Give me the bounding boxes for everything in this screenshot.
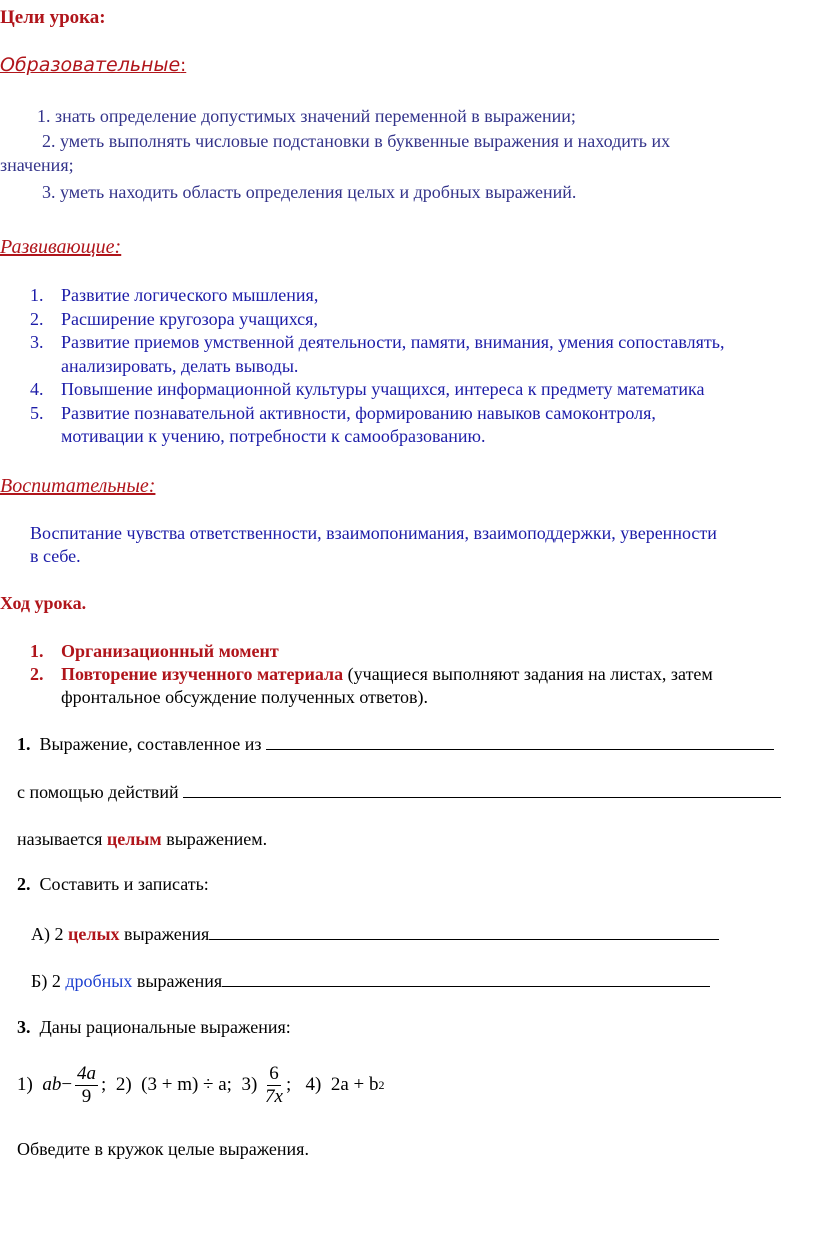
final-instruction: Обведите в кружок целые выражения. xyxy=(17,1139,309,1159)
label: 2) xyxy=(115,1074,132,1095)
expressions-formula xyxy=(17,1062,384,1108)
upbringing-text: в себе. xyxy=(30,546,81,566)
sep: ; xyxy=(226,1074,232,1095)
fraction xyxy=(75,1063,98,1108)
highlight-word: целым xyxy=(106,829,162,849)
item-text: (учащиеся выполняют задания на листах, затем xyxy=(343,664,713,684)
lesson-heading: Ход урока. xyxy=(0,593,87,613)
upbringing-text: Воспитание чувства ответственности, взаимопонимания, взаимоподдержки, уверенности xyxy=(30,523,717,543)
item-number: 2. xyxy=(30,308,44,329)
educational-item: 3. уметь находить область определения целых и дробных выражений. xyxy=(42,182,577,202)
sep: ; xyxy=(101,1074,107,1095)
item-text: Развитие приемов умственной деятельности, памяти, внимания, умения сопоставлять, xyxy=(61,332,725,352)
item-number: 2. xyxy=(30,664,44,684)
item-bold-text: Повторение изученного материала xyxy=(61,664,344,684)
numerator: 4a xyxy=(77,1062,97,1084)
answer-blank[interactable] xyxy=(209,923,719,940)
expr: 2a + b xyxy=(330,1074,379,1095)
sep: ; xyxy=(285,1074,292,1095)
expr: ab xyxy=(42,1074,62,1095)
question-2-a xyxy=(31,923,719,946)
denominator: 9 xyxy=(81,1085,92,1107)
text: называется xyxy=(17,829,103,849)
question-1-line2 xyxy=(17,781,781,804)
answer-blank[interactable] xyxy=(266,733,774,750)
exponent: 2 xyxy=(378,1078,385,1092)
educational-item: 1. знать определение допустимых значений переменной в выражении; xyxy=(37,106,576,126)
item-text: Повышение информационной культуры учащихся, интереса к предмету математика xyxy=(61,379,705,399)
label: 4) xyxy=(305,1074,322,1095)
question-1-line3 xyxy=(17,828,267,851)
question-number: 2. xyxy=(17,874,31,894)
item-text: Расширение кругозора учащихся, xyxy=(61,308,318,329)
item-text: мотивации к учению, потребности к самообразованию. xyxy=(61,426,486,446)
question-1 xyxy=(17,733,774,756)
fraction xyxy=(265,1063,283,1108)
text: выражением. xyxy=(166,829,268,849)
label: 1) xyxy=(17,1074,33,1095)
item-number: 1. xyxy=(30,641,44,661)
upbringing-heading: Воспитательные: xyxy=(0,475,156,497)
question-2-b xyxy=(31,970,710,993)
question-2 xyxy=(17,873,209,896)
text: выражения xyxy=(124,924,210,944)
answer-blank[interactable] xyxy=(222,970,710,987)
item-number: 1. xyxy=(30,285,44,305)
heading-colon: : xyxy=(180,55,187,76)
answer-blank[interactable] xyxy=(183,781,781,798)
educational-item: 2. уметь выполнять числовые подстановки в буквенные выражения и находить их xyxy=(42,131,671,151)
text: Б) 2 xyxy=(31,971,61,991)
page-title: Цели урока: xyxy=(0,7,106,28)
item-text: анализировать, делать выводы. xyxy=(61,355,299,376)
item-text: Развитие познавательной активности, формированию навыков самоконтроля, xyxy=(61,402,656,423)
question-text: с помощью действий xyxy=(17,782,179,802)
heading-text: Образовательные xyxy=(0,54,181,76)
question-number: 3. xyxy=(17,1017,31,1037)
expr: (3 + m) ÷ a xyxy=(141,1074,227,1095)
item-number: 4. xyxy=(30,379,44,399)
lesson-item-line2: фронтальное обсуждение полученных ответов). xyxy=(61,687,428,707)
highlight-word: дробных xyxy=(65,971,133,991)
question-text: Выражение, составленное из xyxy=(39,734,262,754)
highlight-word: целых xyxy=(68,924,120,944)
denominator: 7x xyxy=(265,1085,283,1107)
numerator: 6 xyxy=(269,1062,279,1084)
developing-heading: Развивающие: xyxy=(0,236,122,258)
item-number: 5. xyxy=(30,402,44,423)
educational-item: значения; xyxy=(0,155,74,175)
question-text: Даны рациональные выражения: xyxy=(39,1017,291,1037)
question-text: Составить и записать: xyxy=(39,874,209,894)
op: − xyxy=(61,1074,73,1095)
label: 3) xyxy=(241,1074,258,1095)
text: А) 2 xyxy=(31,924,64,944)
question-3 xyxy=(17,1016,291,1039)
item-text: Организационный момент xyxy=(61,641,279,661)
text: выражения xyxy=(136,971,223,991)
question-number: 1. xyxy=(17,734,31,754)
item-text: Развитие логического мышления, xyxy=(61,285,319,305)
item-number: 3. xyxy=(30,332,44,352)
educational-heading xyxy=(0,54,186,77)
